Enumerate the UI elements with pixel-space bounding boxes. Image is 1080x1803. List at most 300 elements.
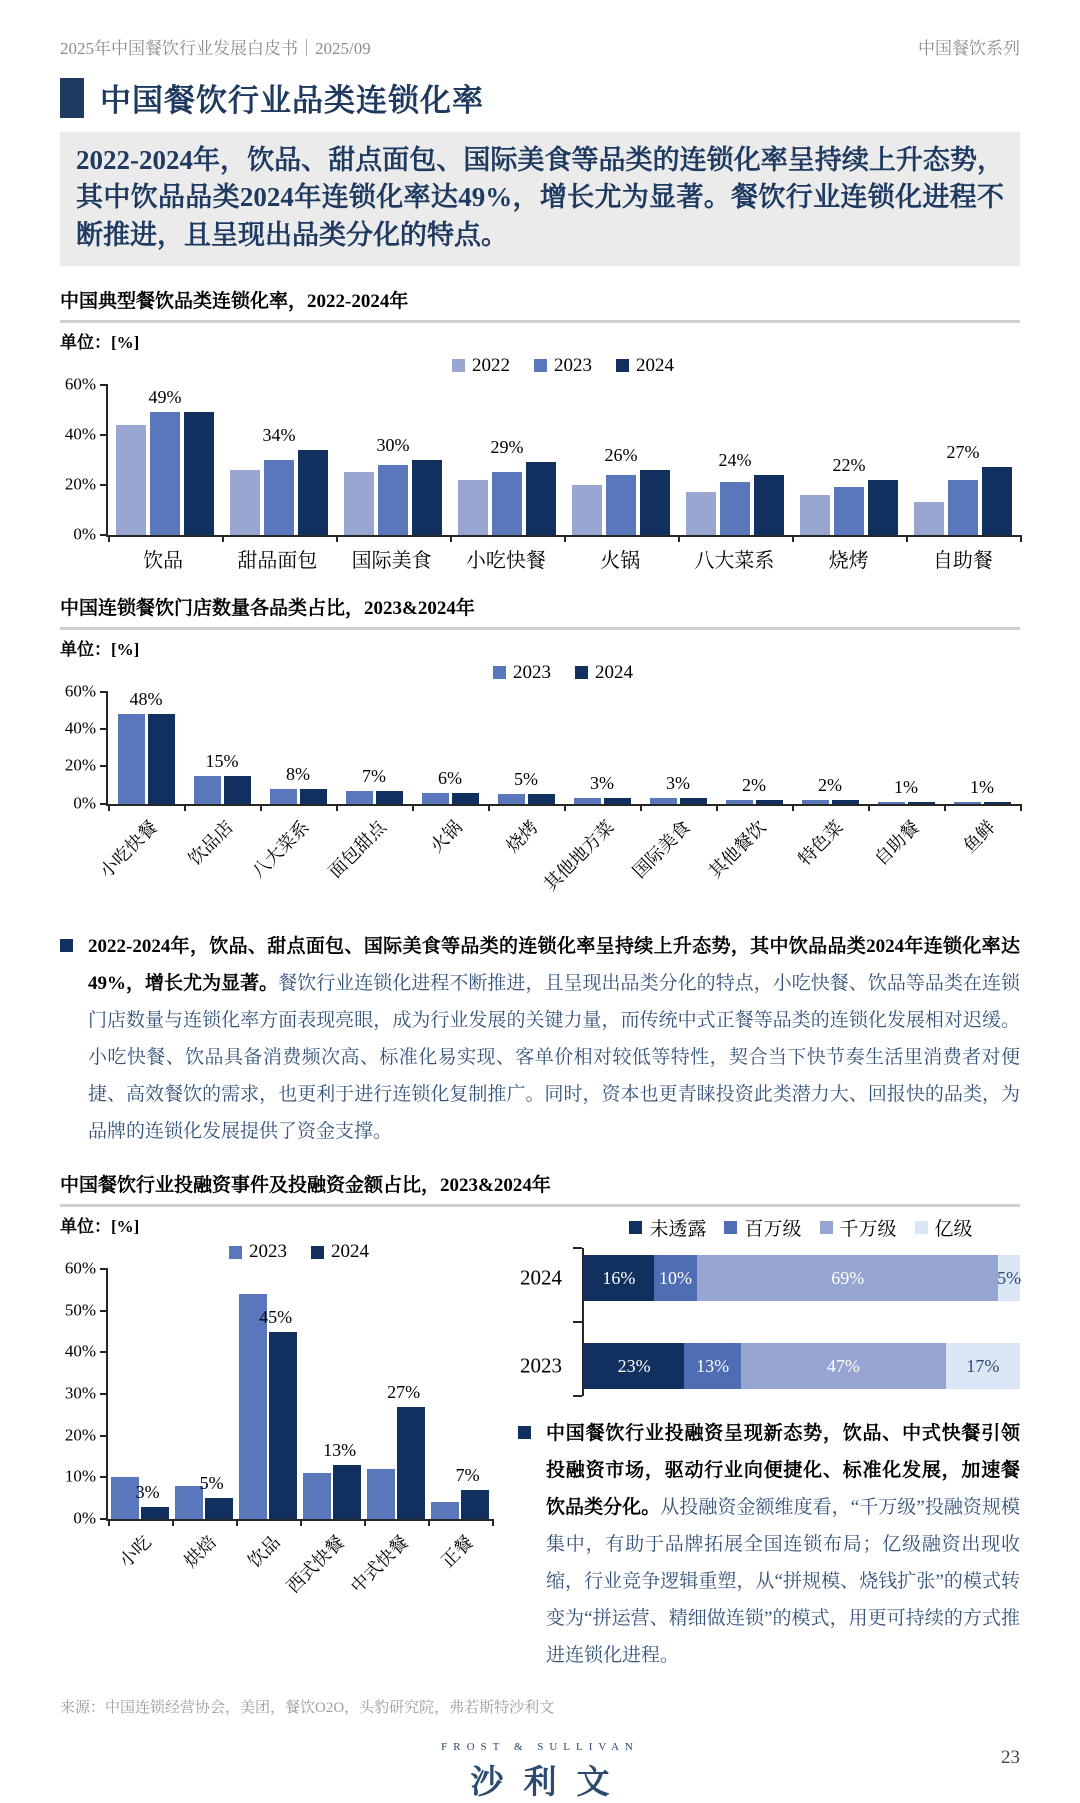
x-axis-label: 自助餐 — [870, 816, 923, 869]
paragraph-1-text — [88, 928, 1020, 1150]
x-axis-label: 正餐 — [437, 1531, 477, 1572]
section-divider — [60, 1204, 1020, 1207]
y-tick-label: 50% — [64, 1300, 96, 1320]
data-label: 5% — [199, 1473, 224, 1494]
legend-item — [724, 1214, 801, 1241]
x-axis-label: 甜品面包 — [237, 549, 318, 572]
bar-group — [792, 385, 906, 535]
chart4-stacked-bar — [518, 1214, 1020, 1389]
page-title: 中国餐饮行业品类连锁化率 — [100, 83, 484, 118]
x-label-cell — [906, 544, 1020, 573]
stacked-row — [520, 1343, 1020, 1389]
summary-highlight: 2022-2024年，饮品、甜点面包、国际美食等品类的连锁化率呈持续上升态势，其中饮品品类2024年连锁化率达49%，增长尤为显著。餐饮行业连锁化进程不断推进，且呈现出品类分化的特点。 — [60, 132, 1020, 266]
bar — [344, 472, 374, 535]
y-tick-label: 40% — [64, 718, 96, 738]
data-label: 27% — [387, 1381, 421, 1402]
x-axis-label: 八大菜系 — [248, 816, 314, 882]
x-label-cell — [540, 806, 639, 902]
bar — [754, 475, 784, 535]
bar-group — [450, 385, 564, 535]
x-axis-labels — [106, 1521, 492, 1601]
bar — [834, 487, 864, 535]
bar-group — [364, 1269, 428, 1519]
x-tick-mark — [108, 535, 110, 542]
data-label: 1% — [970, 776, 994, 797]
chart3-grouped-bar — [60, 1241, 492, 1601]
bar — [378, 465, 408, 535]
legend-label: 千万级 — [839, 1219, 897, 1241]
insight-paragraph-1 — [60, 928, 1020, 1150]
bar — [431, 1502, 459, 1519]
x-axis-label: 其他地方菜 — [540, 816, 619, 895]
legend-swatch — [575, 666, 588, 679]
x-label-cell — [170, 1521, 234, 1601]
bar-group — [428, 1269, 492, 1519]
data-label: 3% — [590, 773, 614, 794]
data-label: 49% — [148, 387, 182, 408]
legend-item — [229, 1241, 287, 1263]
data-label: 5% — [514, 769, 538, 790]
chart1-grouped-bar — [60, 354, 1020, 573]
y-tick-mark — [100, 1268, 108, 1270]
section-divider — [60, 320, 1020, 323]
bar — [224, 776, 251, 804]
stacked-bar — [584, 1343, 1020, 1389]
x-axis-label: 烘焙 — [179, 1531, 220, 1572]
bar-group — [906, 385, 1020, 535]
x-axis-label: 其他餐饮 — [705, 816, 771, 882]
paragraph-2-rest: 从投融资金额维度看，“千万级”投融资规模集中，有助于品牌拓展全国连锁布局；亿级融资出现收缩，行业竞争逻辑重塑，从“拼规模、烧钱扩张”的模式转变为“拼运营、精细做连锁”的模式，用更可持续的方式推进连锁化进程。 — [546, 1497, 1020, 1667]
x-axis-label: 面包甜点 — [324, 816, 390, 882]
section-divider — [60, 627, 1020, 630]
x-axis-labels — [96, 806, 1020, 902]
axis-tick — [573, 1321, 582, 1323]
legend-swatch — [452, 359, 465, 372]
bar-group — [678, 385, 792, 535]
y-tick-mark — [100, 1310, 108, 1312]
paragraph-1-bold: 2022-2024年，饮品、甜点面包、国际美食等品类的连锁化率呈持续上升态势，其中饮品品类2024年连锁化率达49%，增长尤为显著。 — [88, 935, 1020, 994]
data-label: 24% — [718, 449, 752, 470]
y-tick-label: 10% — [64, 1466, 96, 1486]
data-label: 45% — [259, 1306, 293, 1327]
legend-swatch — [915, 1221, 928, 1234]
data-label: 3% — [135, 1481, 160, 1502]
paragraph-1-rest: 餐饮行业连锁化进程不断推进，且呈现出品类分化的特点，小吃快餐、饮品等品类在连锁门店数量与连锁化率方面表现亮眼，成为行业发展的关键力量，而传统中式正餐等品类的连锁化发展相对迟缓。小吃快餐、饮品具备消费频次高、标准化易实现、客单价相对较低等特性，契合当下快节奏生活里消费者对便捷、高效餐饮的需求，也更利于进行连锁化复制推广。同时，资本也更青睐投资此类潜力大、回报快的品类，为品牌的连锁化发展提供了资金支撑。 — [88, 972, 1020, 1142]
x-label-cell — [347, 1521, 427, 1601]
stacked-body — [520, 1255, 1022, 1389]
legend-swatch — [724, 1221, 737, 1234]
y-axis — [60, 374, 106, 544]
x-label-cell — [792, 544, 906, 573]
chart1-title: 中国典型餐饮品类连锁化率，2022-2024年 — [60, 290, 409, 312]
x-axis-label: 特色菜 — [794, 816, 847, 869]
data-label: 27% — [946, 442, 980, 463]
bar — [984, 802, 1011, 804]
x-label-cell — [629, 806, 715, 902]
bar-group — [108, 689, 184, 804]
legend — [106, 355, 1020, 377]
bar — [303, 1473, 331, 1519]
x-axis-label: 小吃快餐 — [465, 549, 546, 572]
x-axis-label: 西式快餐 — [283, 1531, 349, 1597]
bar-group — [260, 692, 336, 804]
x-tick-mark — [906, 535, 908, 542]
bar — [298, 450, 328, 535]
x-axis-label: 中式快餐 — [347, 1531, 413, 1597]
legend-item — [616, 355, 674, 377]
y-tick-label: 60% — [64, 374, 96, 394]
bar-group — [792, 692, 868, 804]
axis-tick — [573, 1395, 582, 1397]
legend — [582, 1214, 1020, 1241]
data-label: 29% — [490, 437, 524, 458]
y-tick-mark — [100, 1393, 108, 1395]
axis-tick — [573, 1247, 582, 1249]
x-label-cell — [335, 544, 449, 573]
chart1-unit-label: 单位：[%] — [60, 332, 140, 352]
bar — [802, 800, 829, 804]
bar — [270, 789, 297, 804]
bar-group — [336, 385, 450, 535]
bar-group — [222, 385, 336, 535]
chart2-unit-label: 单位：[%] — [60, 639, 140, 659]
stacked-segment: 16% — [584, 1255, 654, 1301]
x-label-cell — [449, 544, 563, 573]
bar — [116, 425, 146, 535]
x-label-cell — [96, 806, 182, 902]
y-tick-label: 30% — [64, 1383, 96, 1403]
y-tick-label: 0% — [73, 793, 96, 813]
x-label-cell — [324, 806, 411, 902]
x-axis-label: 国际美食 — [351, 549, 432, 572]
section-store-share — [60, 593, 1020, 902]
stacked-segment: 69% — [697, 1255, 998, 1301]
source-note: 来源：中国连锁经营协会，美团，餐饮O2O，头豹研究院，弗若斯特沙利文 — [60, 1700, 555, 1717]
y-tick-mark — [100, 1518, 108, 1520]
chart2-grouped-bar — [60, 661, 1020, 902]
data-label: 22% — [832, 454, 866, 475]
stacked-segment: 23% — [584, 1343, 684, 1389]
data-label: 1% — [894, 776, 918, 797]
investment-right-column — [518, 1212, 1020, 1674]
y-tick-mark — [100, 691, 108, 693]
x-tick-mark — [450, 535, 452, 542]
plot-area — [106, 689, 1020, 806]
bar — [528, 794, 555, 803]
bar-group — [944, 692, 1020, 804]
bar — [300, 789, 327, 804]
bar — [141, 1507, 169, 1520]
bar — [720, 482, 750, 535]
year-label: 2023 — [520, 1353, 562, 1378]
legend-label: 2023 — [554, 354, 592, 376]
legend-label: 亿级 — [934, 1219, 973, 1241]
y-tick-label: 0% — [73, 1508, 96, 1528]
bar — [458, 480, 488, 535]
y-tick-mark — [100, 534, 108, 536]
bar — [574, 798, 601, 804]
stacked-segment: 10% — [654, 1255, 698, 1301]
bar — [412, 460, 442, 535]
paragraph-2-bold: 中国餐饮行业投融资呈现新态势，饮品、中式快餐引领投融资市场，驱动行业向便捷化、标准化发展，加速餐饮品类分化。 — [546, 1423, 1020, 1519]
section-chain-rate — [60, 286, 1020, 573]
bar — [452, 793, 479, 804]
x-axis-label: 饮品 — [143, 549, 184, 572]
bar-group — [300, 1269, 364, 1519]
bar-group — [488, 692, 564, 804]
bar-group — [184, 692, 260, 804]
x-axis-label: 小吃快餐 — [96, 816, 162, 882]
x-label-cell — [106, 544, 220, 573]
y-axis — [60, 681, 106, 813]
section-investment — [60, 1170, 1020, 1674]
legend-item — [534, 355, 592, 377]
x-label-cell — [411, 806, 487, 902]
bar — [606, 475, 636, 535]
bar — [498, 794, 525, 803]
header-right-text: 中国餐饮系列 — [918, 39, 1020, 58]
y-tick-label: 20% — [64, 1425, 96, 1445]
bar — [118, 714, 145, 804]
bar-group — [640, 692, 716, 804]
y-tick-mark — [100, 484, 108, 486]
bar-group — [868, 692, 944, 804]
stacked-bar — [584, 1255, 1020, 1301]
y-tick-mark — [100, 434, 108, 436]
x-tick-mark — [492, 1519, 494, 1526]
y-tick-mark — [100, 1435, 108, 1437]
x-axis-label: 鱼鲜 — [959, 816, 999, 857]
y-tick-label: 20% — [64, 756, 96, 776]
x-axis-label: 国际美食 — [629, 816, 695, 882]
bar — [461, 1490, 489, 1519]
bar — [878, 802, 905, 804]
bar — [908, 802, 935, 804]
legend-swatch — [820, 1221, 833, 1234]
legend-swatch — [616, 359, 629, 372]
bar — [954, 802, 981, 804]
data-label: 7% — [362, 765, 386, 786]
paragraph-2-text — [546, 1415, 1020, 1674]
data-label: 2% — [742, 775, 766, 796]
page-title-row — [60, 75, 1020, 120]
bar — [526, 462, 556, 535]
plot-area — [106, 385, 1020, 537]
data-label: 15% — [205, 750, 239, 771]
plot-wrap — [96, 661, 1020, 902]
insight-paragraph-2 — [518, 1415, 1020, 1674]
legend-swatch — [311, 1246, 324, 1259]
data-label: 26% — [604, 444, 638, 465]
legend-swatch — [229, 1246, 242, 1259]
x-label-cell — [106, 1521, 170, 1601]
bar — [397, 1407, 425, 1520]
legend-label: 未透露 — [649, 1219, 707, 1241]
legend-item — [915, 1214, 973, 1241]
y-tick-label: 60% — [64, 1258, 96, 1278]
legend-swatch — [534, 359, 547, 372]
bar-group — [564, 692, 640, 804]
x-axis-label: 小吃 — [115, 1531, 156, 1572]
bar — [346, 791, 373, 804]
bar — [194, 776, 221, 804]
x-tick-mark — [564, 535, 566, 542]
y-tick-label: 20% — [64, 474, 96, 494]
bar — [239, 1294, 267, 1519]
plot-wrap — [106, 354, 1020, 573]
y-tick-label: 60% — [64, 681, 96, 701]
investment-left-column — [60, 1212, 492, 1674]
year-label: 2024 — [520, 1265, 562, 1290]
legend-item — [820, 1214, 897, 1241]
bar — [914, 502, 944, 535]
bar — [150, 412, 180, 535]
bar — [333, 1465, 361, 1519]
x-tick-mark — [1020, 535, 1022, 542]
bar — [376, 791, 403, 804]
y-tick-label: 0% — [73, 524, 96, 544]
plot-wrap — [106, 1241, 492, 1601]
logo-english-text: FROST & SULLIVAN — [441, 1741, 639, 1754]
x-label-cell — [220, 544, 334, 573]
x-tick-mark — [1020, 804, 1022, 811]
investment-row — [60, 1212, 1020, 1674]
bar — [492, 472, 522, 535]
x-tick-mark — [678, 535, 680, 542]
x-label-cell — [944, 806, 1020, 902]
y-tick-label: 40% — [64, 1341, 96, 1361]
legend-label: 2024 — [595, 661, 633, 683]
bar — [868, 480, 898, 535]
x-tick-mark — [222, 535, 224, 542]
chart3-title: 中国餐饮行业投融资事件及投融资金额占比，2023&2024年 — [60, 1175, 551, 1197]
x-label-cell — [182, 806, 258, 902]
data-label: 7% — [455, 1464, 480, 1485]
x-label-cell — [248, 806, 334, 902]
legend-item — [575, 662, 633, 684]
x-axis-label: 烧烤 — [828, 549, 869, 572]
bar-group — [336, 692, 412, 804]
x-tick-mark — [336, 535, 338, 542]
data-label: 34% — [262, 424, 296, 445]
y-tick-mark — [100, 384, 108, 386]
bar-group — [108, 1269, 172, 1519]
data-label: 2% — [818, 775, 842, 796]
x-axis-label: 饮品店 — [184, 816, 238, 869]
bar — [982, 467, 1012, 535]
x-axis-label: 火锅 — [426, 816, 466, 857]
bar — [640, 470, 670, 535]
legend-label: 百万级 — [744, 1219, 802, 1241]
legend-label: 2023 — [249, 1241, 287, 1263]
bar — [680, 798, 707, 804]
logo-chinese-text: 沙利文 — [470, 1765, 630, 1802]
y-tick-mark — [100, 765, 108, 767]
bar-group — [172, 1269, 236, 1519]
legend-swatch — [493, 666, 506, 679]
y-tick-mark — [100, 728, 108, 730]
bar — [800, 495, 830, 535]
x-axis-label: 八大菜系 — [694, 549, 775, 572]
x-axis-labels — [106, 544, 1020, 573]
chart3-unit-label: 单位：[%] — [60, 1217, 140, 1237]
bar — [572, 485, 602, 535]
page-number: 23 — [1001, 1747, 1020, 1769]
bar-group — [236, 1269, 300, 1519]
bar — [367, 1469, 395, 1519]
stacked-segment: 13% — [684, 1343, 741, 1389]
bullet-square-icon — [518, 1426, 531, 1439]
bar — [184, 412, 214, 535]
y-tick-label: 40% — [64, 424, 96, 444]
x-axis-label: 饮品 — [244, 1531, 284, 1572]
legend — [106, 662, 1020, 684]
legend-item — [493, 662, 551, 684]
bar-group — [564, 385, 678, 535]
bar-group — [412, 692, 488, 804]
data-label: 48% — [129, 689, 163, 710]
x-label-cell — [677, 544, 791, 573]
stacked-row — [520, 1255, 1022, 1301]
bar — [205, 1498, 233, 1519]
y-tick-mark — [100, 803, 108, 805]
bullet-square-icon — [60, 939, 73, 952]
bar — [726, 800, 753, 804]
legend-item — [452, 355, 510, 377]
y-tick-mark — [100, 1476, 108, 1478]
bar — [148, 714, 175, 804]
x-label-cell — [428, 1521, 492, 1601]
chart2-title: 中国连锁餐饮门店数量各品类占比，2023&2024年 — [60, 597, 475, 619]
data-label: 3% — [666, 773, 690, 794]
bar — [832, 800, 859, 804]
x-label-cell — [705, 806, 791, 902]
page-footer — [60, 1741, 1020, 1803]
x-axis-label: 火锅 — [600, 549, 641, 572]
stacked-segment: 5% — [998, 1255, 1020, 1301]
data-label: 13% — [323, 1439, 357, 1460]
data-label: 6% — [438, 767, 462, 788]
bar — [948, 480, 978, 535]
x-axis-label: 烧烤 — [502, 816, 542, 857]
bar — [686, 492, 716, 535]
plot-area — [106, 1269, 492, 1521]
frost-sullivan-logo — [60, 1741, 1020, 1803]
legend-swatch — [629, 1221, 642, 1234]
x-axis-label: 自助餐 — [932, 549, 993, 572]
title-square-marker — [60, 78, 84, 118]
bar — [422, 793, 449, 804]
legend-label: 2023 — [513, 661, 551, 683]
data-label: 8% — [286, 763, 310, 784]
x-label-cell — [792, 806, 868, 902]
legend-item — [629, 1214, 706, 1241]
legend-label: 2024 — [331, 1241, 369, 1263]
bar — [264, 460, 294, 535]
stacked-segment: 17% — [946, 1343, 1020, 1389]
legend — [106, 1241, 492, 1263]
bar — [230, 470, 260, 535]
legend-label: 2024 — [636, 354, 674, 376]
data-label: 30% — [376, 434, 410, 455]
x-label-cell — [868, 806, 944, 902]
y-tick-mark — [100, 1351, 108, 1353]
legend-label: 2022 — [472, 354, 510, 376]
bar-group — [716, 692, 792, 804]
header-left-text: 2025年中国餐饮行业发展白皮书｜2025/09 — [60, 39, 371, 58]
bar — [269, 1332, 297, 1520]
bar-group — [108, 385, 222, 535]
